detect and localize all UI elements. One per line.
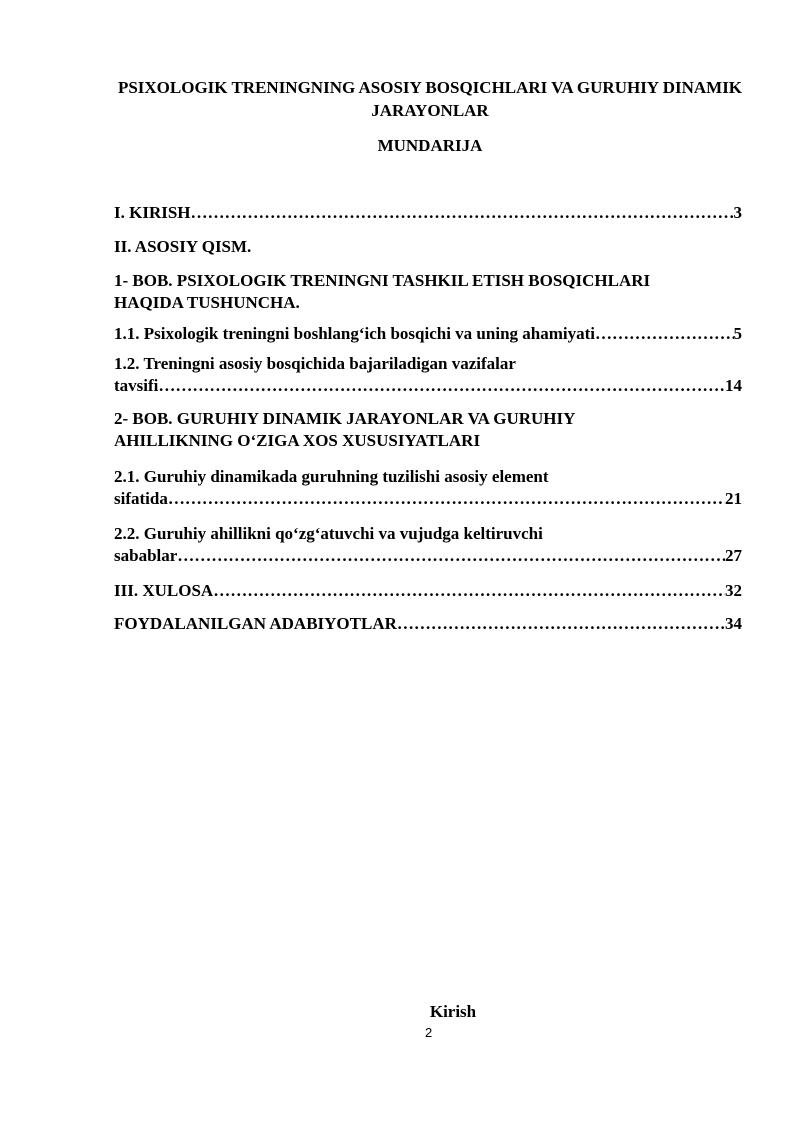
toc-leader-dots	[168, 488, 725, 510]
toc-leader-dots	[595, 323, 734, 345]
toc-entry-text-first-line: 1.2. Treningni asosiy bosqichida bajariladigan vazifalar	[114, 354, 516, 373]
toc-entry-page: 21	[725, 489, 742, 508]
toc-entry-2-1[interactable]	[114, 466, 742, 510]
toc-heading: MUNDARIJA	[377, 136, 483, 155]
toc-entry-text: I. KIRISH	[114, 203, 191, 222]
toc-entry-2-2[interactable]	[114, 523, 742, 567]
toc-leader-dots	[158, 375, 725, 397]
toc-entry-1-2[interactable]	[114, 353, 742, 397]
toc-leader-dots	[397, 613, 725, 635]
toc-entry-page: 34	[725, 614, 742, 633]
toc-entry-text: tavsifi	[114, 376, 159, 395]
toc-entry-bob-1[interactable]	[114, 270, 742, 314]
toc-entry-text-first-line: 2.2. Guruhiy ahillikni qo‘zg‘atuvchi va vujudga keltiruvchi	[114, 524, 543, 543]
toc-entry-text: III. XULOSA	[114, 581, 214, 600]
toc-entry-bob-2[interactable]	[114, 408, 742, 452]
toc-entry-xulosa[interactable]	[114, 580, 742, 602]
toc-entry-page: 27	[725, 546, 742, 565]
toc-entry-text: II. ASOSIY QISM.	[114, 237, 252, 256]
next-section-heading: Kirish	[429, 1002, 477, 1021]
toc-leader-dots	[213, 580, 725, 602]
toc-leader-dots	[177, 545, 725, 567]
toc-entry-text: sabablar	[114, 546, 178, 565]
toc-entry-text: sifatida	[114, 489, 168, 508]
toc-entry-kirish[interactable]	[114, 202, 742, 224]
toc-entry-text: 1- BOB. PSIXOLOGIK TRENINGNI TASHKIL ETISH BOSQICHLARI HAQIDA TUSHUNCHA.	[114, 271, 651, 312]
toc-entry-text-first-line: 2.1. Guruhiy dinamikada guruhning tuzilishi asosiy element	[114, 467, 549, 486]
document-title: PSIXOLOGIK TRENINGNING ASOSIY BOSQICHLARI VA GURUHIY DINAMIK JARAYONLAR	[117, 78, 743, 120]
toc-entry-page: 32	[725, 581, 742, 600]
toc-entry-page: 3	[733, 203, 742, 222]
toc-entry-page: 14	[725, 376, 742, 395]
page-number: 2	[425, 1025, 433, 1040]
toc-entry-text: 1.1. Psixologik treningni boshlang‘ich bosqichi va uning ahamiyati	[114, 324, 595, 343]
toc-entry-1-1[interactable]	[114, 323, 742, 345]
toc-entry-page: 5	[733, 324, 742, 343]
toc-leader-dots	[191, 202, 734, 224]
toc-entry-text: FOYDALANILGAN ADABIYOTLAR	[114, 614, 397, 633]
toc-entry-adabiyotlar[interactable]	[114, 613, 742, 635]
toc-entry-text: 2- BOB. GURUHIY DINAMIK JARAYONLAR VA GURUHIY AHILLIKNING O‘ZIGA XOS XUSUSIYATLARI	[114, 409, 575, 450]
toc-entry-asosiy-qism[interactable]	[114, 236, 742, 258]
